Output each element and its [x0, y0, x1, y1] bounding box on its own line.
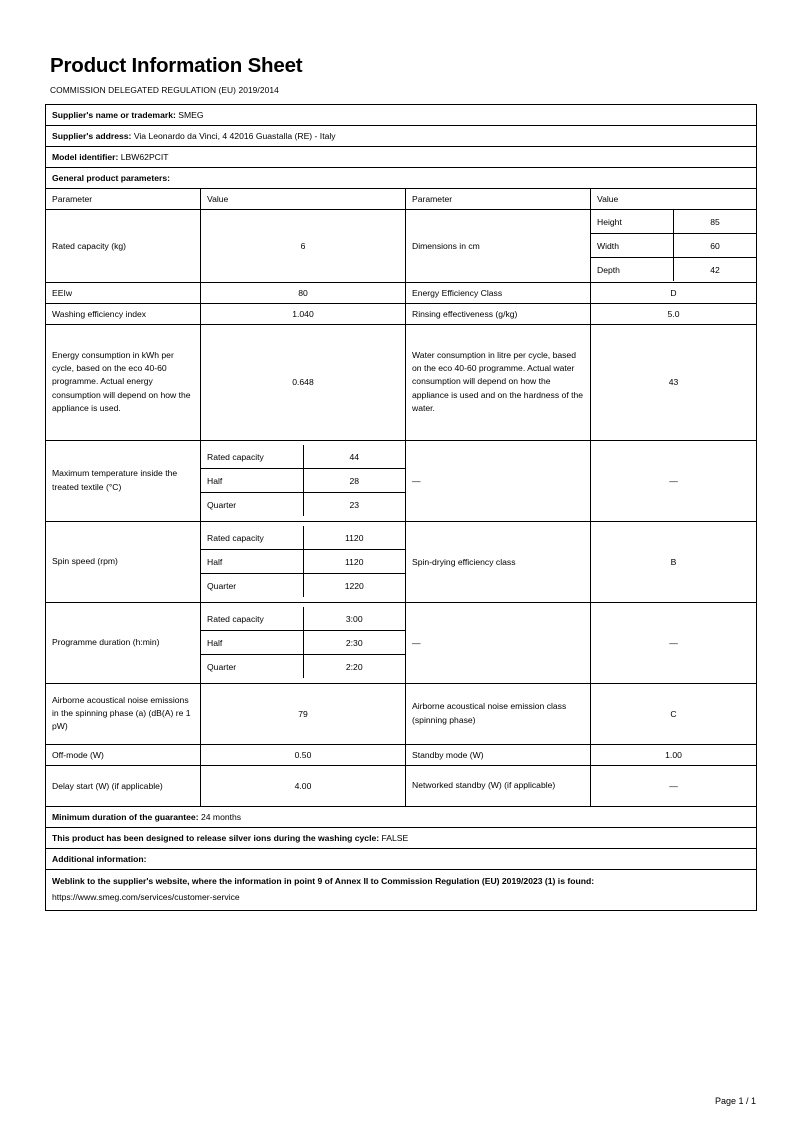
- dimensions-row-height: [591, 210, 756, 234]
- table-row-weblink: [46, 869, 757, 911]
- table-row-model-identifier: [46, 146, 757, 167]
- spin-speed-row-rated: [201, 526, 405, 550]
- max-temperature-row-rated: [201, 445, 405, 469]
- programme-duration-row-half: [201, 631, 405, 655]
- programme-duration-row-quarter: [201, 655, 405, 679]
- max-temperature-quarter-label: Quarter: [201, 493, 303, 517]
- dimension-width-value: 60: [674, 234, 757, 258]
- silver-ions-cell: [46, 827, 757, 848]
- washing-efficiency-index-label: Washing efficiency index: [46, 303, 201, 324]
- rinsing-effectiveness-label: Rinsing effectiveness (g/kg): [406, 303, 591, 324]
- table-row-noise: [46, 683, 757, 744]
- spin-speed-subtable: [201, 526, 405, 597]
- supplier-address-value: Via Leonardo da Vinci, 4 42016 Guastalla (RE) - Italy: [133, 130, 336, 141]
- header-parameter-right: Parameter: [406, 188, 591, 209]
- water-consumption-label: Water consumption in litre per cycle, based on the eco 40-60 programme. Actual water consumption will depend on how the appliance is used and on the hardness of the water.: [406, 324, 591, 440]
- programme-duration-half-value: 2:30: [303, 631, 405, 655]
- eeiw-value: 80: [201, 282, 406, 303]
- energy-efficiency-class-label: Energy Efficiency Class: [406, 282, 591, 303]
- networked-standby-value: —: [591, 765, 757, 806]
- regulation-reference: COMMISSION DELEGATED REGULATION (EU) 2019/2014: [50, 84, 279, 95]
- header-value-right: Value: [591, 188, 757, 209]
- table-row-additional-information: [46, 848, 757, 869]
- product-information-sheet: [45, 40, 756, 911]
- supplier-name-cell: [46, 104, 757, 125]
- max-temperature-quarter-value: 23: [303, 493, 405, 517]
- max-temperature-row-quarter: [201, 493, 405, 517]
- max-temperature-right-label: —: [406, 440, 591, 521]
- weblink-url[interactable]: https://www.smeg.com/services/customer-service: [52, 892, 240, 903]
- silver-ions-value: FALSE: [381, 832, 409, 843]
- water-consumption-value: 43: [591, 324, 757, 440]
- supplier-address-cell: [46, 125, 757, 146]
- model-identifier-label: Model identifier:: [52, 151, 119, 162]
- washing-efficiency-index-value: 1.040: [201, 303, 406, 324]
- model-identifier-value: LBW62PCIT: [120, 151, 169, 162]
- page-title: Product Information Sheet: [50, 54, 303, 77]
- programme-duration-rated-value: 3:00: [303, 607, 405, 631]
- rated-capacity-value: 6: [201, 209, 406, 282]
- programme-duration-quarter-value: 2:20: [303, 655, 405, 679]
- dimension-width-label: Width: [591, 234, 674, 258]
- energy-consumption-value: 0.648: [201, 324, 406, 440]
- programme-duration-subtable-cell: [201, 602, 406, 683]
- spin-speed-half-value: 1120: [303, 550, 405, 574]
- table-header-row: [46, 188, 757, 209]
- off-mode-value: 0.50: [201, 744, 406, 765]
- table-row-eeiw: [46, 282, 757, 303]
- weblink-cell: [46, 869, 757, 911]
- product-information-table: [45, 104, 757, 912]
- programme-duration-half-label: Half: [201, 631, 303, 655]
- eeiw-label: EEIw: [46, 282, 201, 303]
- dimension-height-value: 85: [674, 210, 757, 234]
- dimension-depth-label: Depth: [591, 258, 674, 282]
- spin-speed-quarter-value: 1220: [303, 574, 405, 598]
- spin-speed-row-half: [201, 550, 405, 574]
- energy-efficiency-class-value: D: [591, 282, 757, 303]
- table-row-max-temperature: [46, 440, 757, 521]
- header-value-left: Value: [201, 188, 406, 209]
- max-temperature-label: Maximum temperature inside the treated textile (°C): [46, 440, 201, 521]
- header-parameter-left: Parameter: [46, 188, 201, 209]
- programme-duration-rated-label: Rated capacity: [201, 607, 303, 631]
- spin-speed-quarter-label: Quarter: [201, 574, 303, 598]
- table-row-washing-efficiency: [46, 303, 757, 324]
- table-row-consumption: [46, 324, 757, 440]
- noise-class-value: C: [591, 683, 757, 744]
- delay-start-value: 4.00: [201, 765, 406, 806]
- max-temperature-half-label: Half: [201, 469, 303, 493]
- model-identifier-cell: [46, 146, 757, 167]
- dimension-depth-value: 42: [674, 258, 757, 282]
- off-mode-label: Off-mode (W): [46, 744, 201, 765]
- table-row-supplier-name: [46, 104, 757, 125]
- table-row-silver-ions: [46, 827, 757, 848]
- spin-speed-rated-value: 1120: [303, 526, 405, 550]
- table-row-rated-capacity-dimensions: [46, 209, 757, 282]
- programme-duration-right-label: —: [406, 602, 591, 683]
- spin-speed-half-label: Half: [201, 550, 303, 574]
- standby-mode-label: Standby mode (W): [406, 744, 591, 765]
- table-row-guarantee: [46, 806, 757, 827]
- spin-drying-class-value: B: [591, 521, 757, 602]
- max-temperature-subtable: [201, 445, 405, 516]
- max-temperature-half-value: 28: [303, 469, 405, 493]
- spin-drying-class-label: Spin-drying efficiency class: [406, 521, 591, 602]
- additional-information-label: Additional information:: [46, 848, 757, 869]
- guarantee-value: 24 months: [200, 811, 242, 822]
- table-row-general-parameters: [46, 167, 757, 188]
- max-temperature-rated-label: Rated capacity: [201, 445, 303, 469]
- dimensions-row-depth: [591, 258, 756, 282]
- max-temperature-subtable-cell: [201, 440, 406, 521]
- energy-consumption-label: Energy consumption in kWh per cycle, based on the eco 40-60 programme. Actual energy consumption will depend on how the appliance is used.: [46, 324, 201, 440]
- noise-class-label: Airborne acoustical noise emission class (spinning phase): [406, 683, 591, 744]
- max-temperature-right-value: —: [591, 440, 757, 521]
- programme-duration-label: Programme duration (h:min): [46, 602, 201, 683]
- spin-speed-label: Spin speed (rpm): [46, 521, 201, 602]
- spin-speed-row-quarter: [201, 574, 405, 598]
- max-temperature-row-half: [201, 469, 405, 493]
- guarantee-label: Minimum duration of the guarantee:: [52, 811, 199, 822]
- programme-duration-quarter-label: Quarter: [201, 655, 303, 679]
- noise-emissions-value: 79: [201, 683, 406, 744]
- table-row-spin-speed: [46, 521, 757, 602]
- programme-duration-row-rated: [201, 607, 405, 631]
- programme-duration-right-value: —: [591, 602, 757, 683]
- dimensions-label: Dimensions in cm: [406, 209, 591, 282]
- page-indicator: Page 1 / 1: [714, 1096, 756, 1106]
- guarantee-cell: [46, 806, 757, 827]
- standby-mode-value: 1.00: [591, 744, 757, 765]
- dimensions-row-width: [591, 234, 756, 258]
- programme-duration-subtable: [201, 607, 405, 678]
- noise-emissions-label: Airborne acoustical noise emissions in the spinning phase (a) (dB(A) re 1 pW): [46, 683, 201, 744]
- table-row-programme-duration: [46, 602, 757, 683]
- supplier-name-label: Supplier's name or trademark:: [52, 109, 176, 120]
- spin-speed-rated-label: Rated capacity: [201, 526, 303, 550]
- table-row-off-standby: [46, 744, 757, 765]
- table-row-delay-networked: [46, 765, 757, 806]
- networked-standby-label: Networked standby (W) (if applicable): [406, 765, 591, 806]
- max-temperature-rated-value: 44: [303, 445, 405, 469]
- supplier-name-value: SMEG: [178, 109, 204, 120]
- rated-capacity-label: Rated capacity (kg): [46, 209, 201, 282]
- rinsing-effectiveness-value: 5.0: [591, 303, 757, 324]
- spin-speed-subtable-cell: [201, 521, 406, 602]
- supplier-address-label: Supplier's address:: [52, 130, 132, 141]
- general-parameters-heading: General product parameters:: [46, 167, 757, 188]
- silver-ions-label: This product has been designed to release silver ions during the washing cycle:: [52, 832, 380, 843]
- weblink-label: Weblink to the supplier's website, where the information in point 9 of Annex II to Commission Regulation (EU) 2019/2023 (1) is found:: [52, 875, 595, 886]
- dimensions-subtable: [591, 210, 756, 281]
- delay-start-label: Delay start (W) (if applicable): [46, 765, 201, 806]
- table-row-supplier-address: [46, 125, 757, 146]
- dimension-height-label: Height: [591, 210, 674, 234]
- dimensions-subtable-cell: [591, 209, 757, 282]
